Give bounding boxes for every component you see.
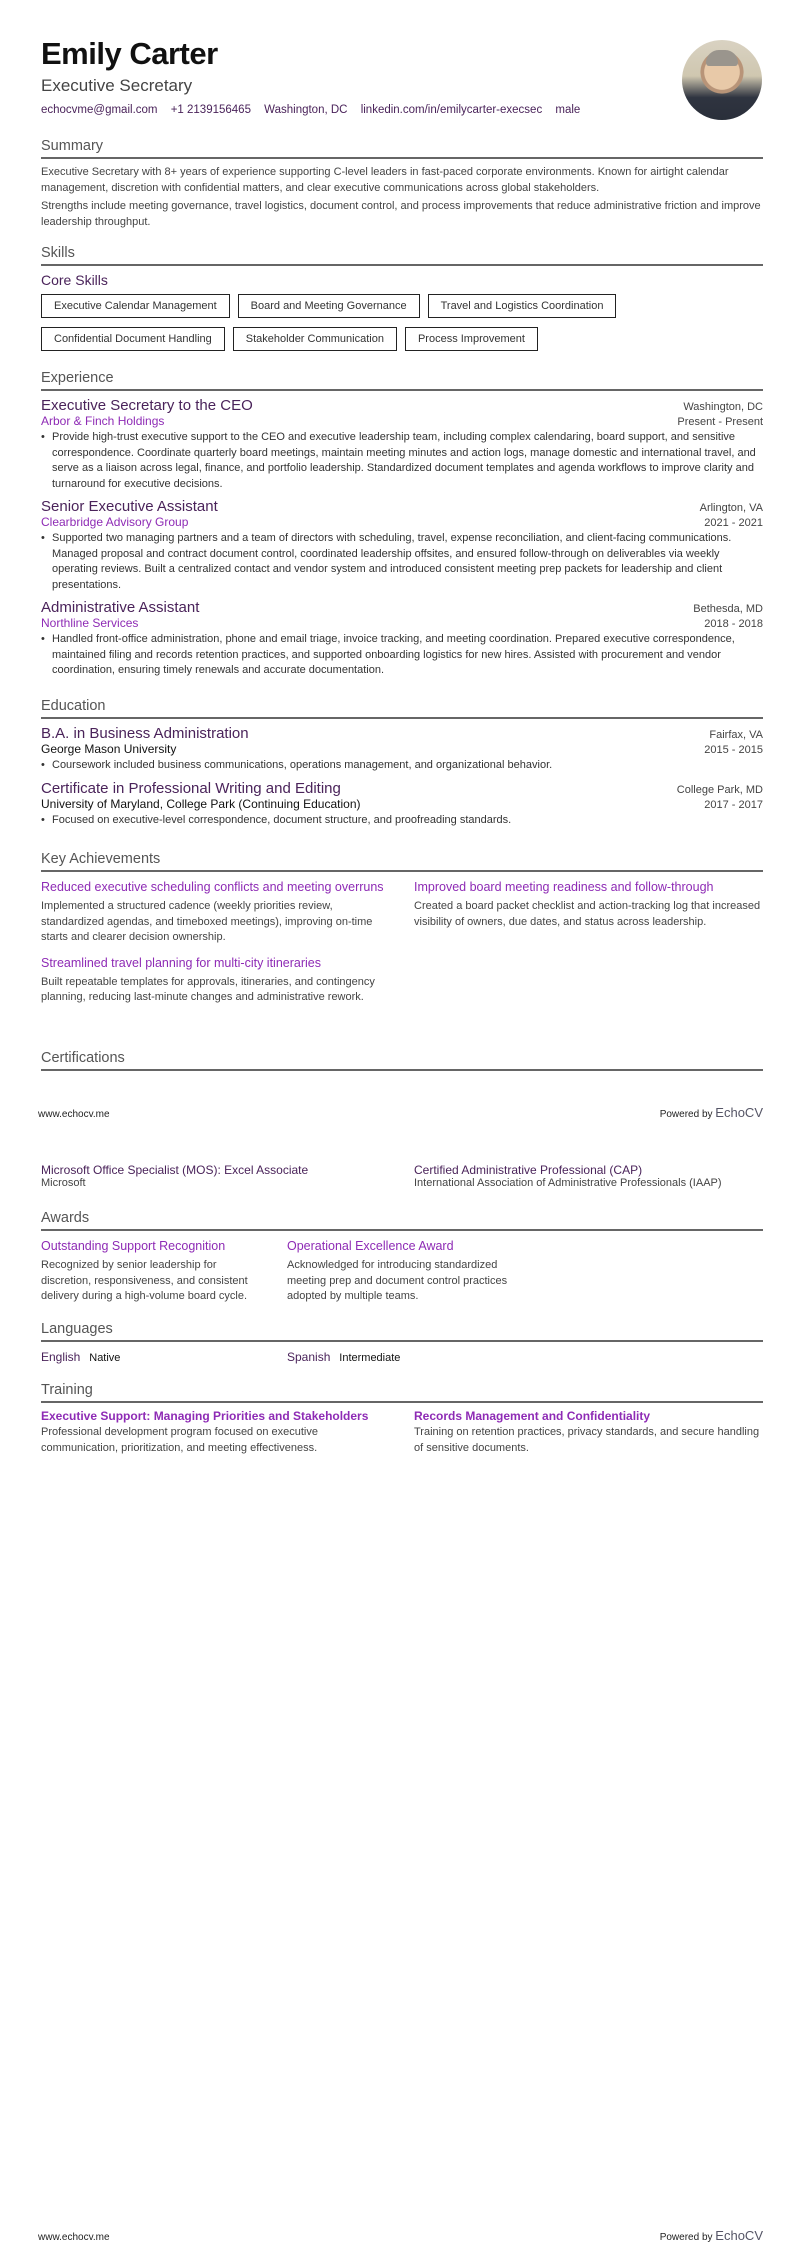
edu-dates: 2017 - 2017 [704,798,763,811]
footer-powered: Powered by EchoCV [659,1105,763,1120]
candidate-name: Emily Carter [41,36,218,71]
job-title: Senior Executive Assistant [41,498,218,515]
language-item [287,1348,533,1366]
job-entry [41,498,763,593]
training-title: Records Management and Confidentiality [414,1409,651,1423]
gender: male [555,104,581,116]
job-bullet: • Handled front-office administration, phone and email triage, invoice tracking, and meeting coordination. Prepared executive correspondence, maintained filing and records retention practices, and supported onboarding logistics for new hires. Assisted with procurement and vendor coordination, ensuring timely renewals and accurate documentation. [41,632,763,679]
summary-text: Strengths include meeting governance, travel logistics, document control, and process improvements that reduce administrative friction and improve leadership throughput. [41,200,761,228]
summary-text: Executive Secretary with 8+ years of experience supporting C-level leaders in fast-paced corporate environments. Known for airtight calendar management, discretion with confidential matters, and clear executive communications across global stakeholders. [41,166,729,194]
company: Northline Services [41,616,139,630]
edu-location: Fairfax, VA [709,729,763,741]
achievement-text: Implemented a structured cadence (weekly priorities review, standardized agendas, and timeboxed meetings), improving on-time starts and clearer decision ownership. [41,900,373,943]
candidate-title: Executive Secretary [41,76,193,95]
achievement-item [414,878,763,946]
language-level: Intermediate [339,1352,401,1364]
profile-photo [682,40,762,120]
achievement-item [41,954,390,1006]
achievement-text: Created a board packet checklist and action-tracking log that increased visibility of owners, due dates, and status across leadership. [414,900,761,928]
section-heading: Experience [41,370,763,391]
language-name: English [41,1350,81,1364]
award-item [287,1237,515,1305]
brand-logo: EchoCV [715,1105,763,1120]
job-bullet: • Supported two managing partners and a team of directors with scheduling, travel, expense reconciliation, and client-facing communications. Managed proposal and contract document control, coordinated leadership offsites, and ensured follow-through on deliverables via weekly operating reviews. Built a centralized contact and vendor system and introduced consistent meeting prep packets for leadership and client presentations. [41,531,763,593]
job-dates: Present - Present [677,416,763,428]
skill-chip: Confidential Document Handling [41,327,225,351]
cert-issuer: International Association of Administrative Professionals (IAAP) [414,1177,722,1189]
certification-item [41,1163,390,1189]
section-heading: Certifications [41,1050,763,1071]
job-entry [41,397,763,492]
job-bullet: • Provide high-trust executive support to the CEO and executive leadership team, including complex calendaring, board support, and sensitive correspondence. Coordinate quarterly board meetings, maintain meeting minutes and action logs, manage domestic and international travel, and serve as a liaison across legal, finance, and portfolio leadership. Standardized document templates and agenda workflows to improve clarity and turnaround for executive decisions. [41,430,763,492]
email-link[interactable]: echocvme@gmail.com [41,104,158,116]
training-text: Training on retention practices, privacy standards, and secure handling of sensitive documents. [414,1426,760,1454]
degree: B.A. in Business Administration [41,725,249,742]
achievement-text: Built repeatable templates for approvals, itineraries, and contingency planning, reducing last-minute changes and administrative rework. [41,975,375,1003]
skill-chip: Board and Meeting Governance [238,294,420,318]
footer-site-link[interactable]: www.echocv.me [38,2232,110,2243]
phone: +1 2139156465 [170,104,251,116]
skills-section [41,245,763,351]
section-heading: Summary [41,138,763,159]
achievement-title: Reduced executive scheduling conflicts and meeting overruns [41,880,384,894]
job-dates: 2021 - 2021 [704,517,763,529]
page-footer-bottom [38,2228,763,2243]
skill-chip: Executive Calendar Management [41,294,230,318]
brand-logo: EchoCV [715,2228,763,2243]
degree: Certificate in Professional Writing and Editing [41,779,341,797]
language-item [41,1348,287,1366]
section-heading: Education [41,698,763,719]
certifications-list [41,1163,763,1189]
training-text: Professional development program focused on executive communication, prioritization, and meeting effectiveness. [41,1426,318,1454]
job-title: Executive Secretary to the CEO [41,397,253,414]
training-section [41,1382,763,1456]
job-title: Administrative Assistant [41,599,200,616]
company: Arbor & Finch Holdings [41,414,165,428]
section-heading: Awards [41,1210,763,1231]
education-section [41,698,763,834]
skill-group-title: Core Skills [41,272,108,288]
school: University of Maryland, College Park (Continuing Education) [41,796,361,811]
language-level: Native [89,1352,121,1364]
location: Washington, DC [264,104,348,116]
summary-section [41,138,763,230]
skill-chip: Stakeholder Communication [233,327,397,351]
section-heading: Training [41,1382,763,1403]
company: Clearbridge Advisory Group [41,515,189,529]
skill-chip: Process Improvement [405,327,538,351]
achievement-item [41,878,390,946]
award-title: Outstanding Support Recognition [41,1239,226,1253]
job-entry [41,599,763,679]
achievement-title: Streamlined travel planning for multi-city itineraries [41,955,321,970]
cert-name: Certified Administrative Professional (CAP) [414,1163,643,1177]
skill-chip: Travel and Logistics Coordination [428,294,617,318]
certifications-heading-block [41,1050,763,1077]
school: George Mason University [41,742,177,756]
awards-section [41,1210,763,1305]
achievements-section [41,851,763,1006]
edu-bullet: • Focused on executive-level correspondence, document structure, and proofreading standards. [41,813,763,829]
job-location: Arlington, VA [699,502,763,514]
section-heading: Key Achievements [41,851,763,872]
footer-powered: Powered by EchoCV [659,2228,763,2243]
header [41,36,763,116]
language-name: Spanish [287,1350,331,1364]
cert-issuer: Microsoft [41,1177,86,1189]
certification-item [414,1163,763,1189]
page-footer [38,1105,763,1120]
skill-chips [41,294,763,351]
edu-dates: 2015 - 2015 [704,744,763,756]
job-location: Bethesda, MD [693,603,763,615]
award-text: Acknowledged for introducing standardized meeting prep and document control practices adopted by multiple teams. [287,1259,508,1302]
education-entry [41,780,763,829]
training-title: Executive Support: Managing Priorities and Stakeholders [41,1409,369,1423]
contact-line [41,104,763,116]
edu-location: College Park, MD [676,783,763,796]
award-item [41,1237,269,1305]
section-heading: Skills [41,245,763,266]
training-item [414,1409,763,1456]
section-heading: Languages [41,1321,763,1342]
linkedin-link[interactable]: linkedin.com/in/emilycarter-execsec [360,104,543,116]
experience-section [41,370,763,685]
languages-section [41,1321,763,1366]
training-item [41,1409,390,1456]
footer-site-link[interactable]: www.echocv.me [38,1109,110,1120]
edu-bullet: • Coursework included business communications, operations management, and organizational behavior. [41,758,763,774]
achievement-title: Improved board meeting readiness and follow-through [414,880,714,894]
job-location: Washington, DC [683,401,763,413]
education-entry [41,725,763,774]
job-dates: 2018 - 2018 [704,618,763,630]
cert-name: Microsoft Office Specialist (MOS): Excel Associate [41,1163,309,1177]
award-title: Operational Excellence Award [287,1239,454,1253]
award-text: Recognized by senior leadership for discretion, responsiveness, and consistent delivery during a high-volume board cycle. [41,1259,248,1302]
